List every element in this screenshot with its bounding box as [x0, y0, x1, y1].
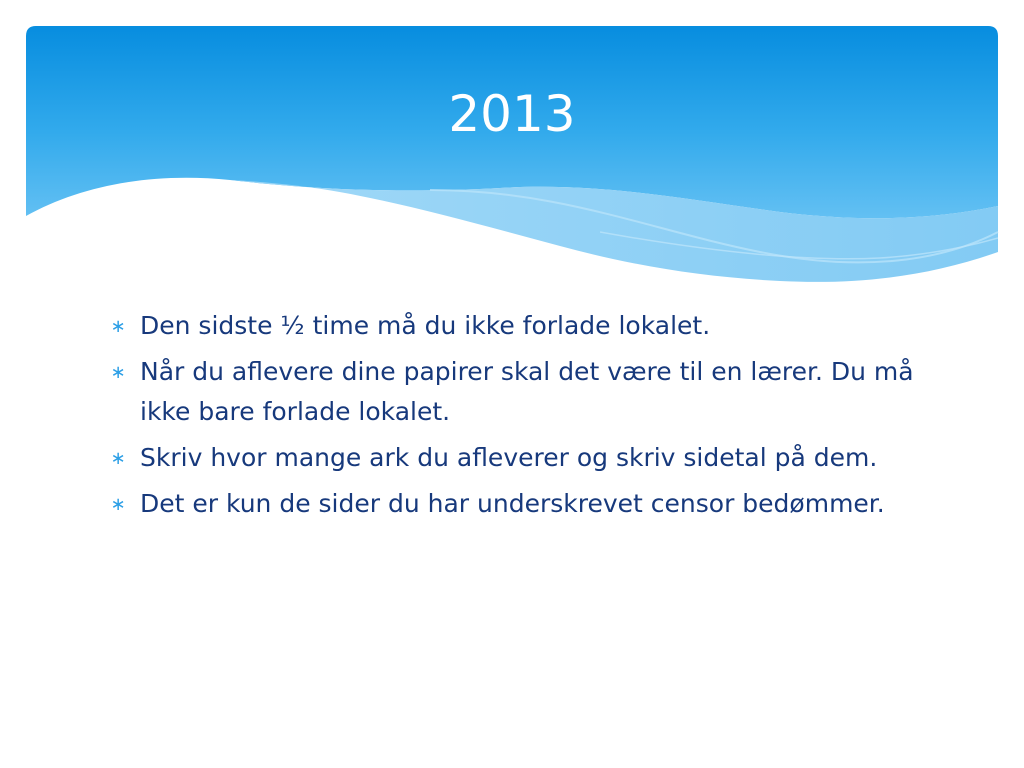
bullet-list [108, 306, 938, 530]
list-item [108, 438, 938, 478]
asterisk-bullet-icon: ∗ [110, 448, 126, 469]
asterisk-bullet-icon: ∗ [110, 362, 126, 383]
list-item [108, 484, 938, 524]
bullet-text: Den sidste ½ time må du ikke forlade lokalet. [140, 311, 711, 340]
list-item [108, 306, 938, 346]
header-wave-background [0, 0, 1024, 300]
bullet-text: Når du aflevere dine papirer skal det være til en lærer. Du må ikke bare forlade lokalet. [140, 357, 914, 426]
list-item [108, 352, 938, 432]
bullet-text: Det er kun de sider du har underskrevet censor bedømmer. [140, 489, 885, 518]
bullet-text: Skriv hvor mange ark du afleverer og skriv sidetal på dem. [140, 443, 878, 472]
asterisk-bullet-icon: ∗ [110, 316, 126, 337]
asterisk-bullet-icon: ∗ [110, 494, 126, 515]
slide-title: 2013 [448, 85, 576, 143]
